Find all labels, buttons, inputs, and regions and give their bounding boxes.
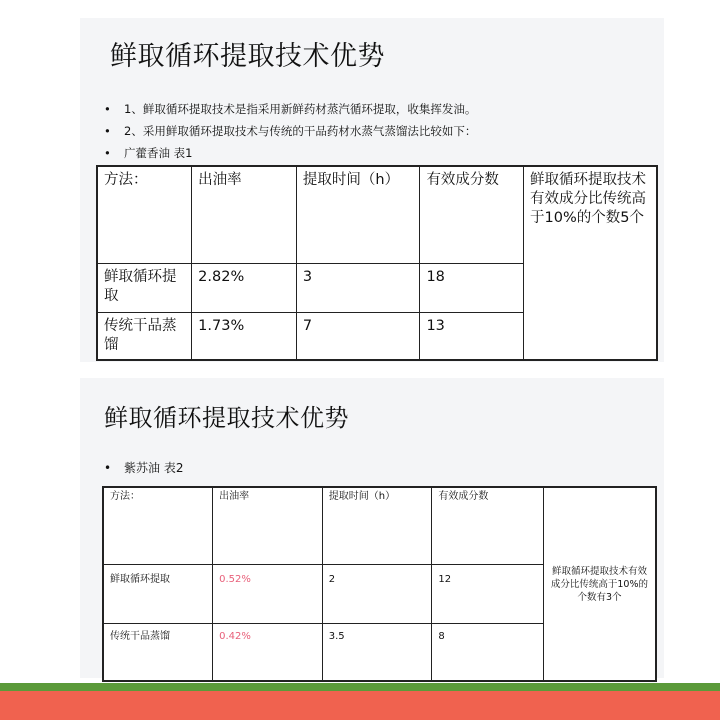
comparison-table-2 <box>102 486 657 682</box>
header-method: 方法： <box>97 166 192 264</box>
footer-green-band <box>0 683 720 691</box>
cell-method: 鲜取循环提取 <box>103 565 213 624</box>
table-note: 鲜取循环提取技术有效成分比传统高于10%的个数5个 <box>524 166 658 360</box>
slide-2 <box>80 378 664 678</box>
comparison-table-1 <box>96 165 658 361</box>
cell-active-components: 18 <box>420 264 524 313</box>
slide-1-title: 鲜取循环提取技术优势 <box>110 41 385 72</box>
header-extraction-time: 提取时间（h） <box>296 166 420 264</box>
slide-2-bullet-list <box>102 458 183 478</box>
bullet-item: • 广藿香油 表1 <box>102 142 476 164</box>
footer-red-band <box>0 691 720 720</box>
bullet-item: • 1、鲜取循环提取技术是指采用新鲜药材蒸汽循环提取，收集挥发油。 <box>102 98 476 120</box>
table-note: 鲜取循环提取技术有效成分比传统高于10%的个数有3个 <box>543 487 656 681</box>
cell-oil-rate: 0.42% <box>213 624 323 682</box>
cell-method: 鲜取循环提取 <box>97 264 192 313</box>
header-oil-rate: 出油率 <box>192 166 297 264</box>
slide-2-title: 鲜取循环提取技术优势 <box>104 404 349 432</box>
cell-oil-rate: 1.73% <box>192 313 297 361</box>
cell-method: 传统干品蒸馏 <box>103 624 213 682</box>
header-oil-rate: 出油率 <box>213 487 323 565</box>
header-method: 方法： <box>103 487 213 565</box>
cell-active-components: 13 <box>420 313 524 361</box>
header-active-components: 有效成分数 <box>432 487 544 565</box>
slide-1 <box>80 18 664 362</box>
slide-1-bullet-list <box>102 98 476 164</box>
cell-extraction-time: 3 <box>296 264 420 313</box>
cell-extraction-time: 2 <box>322 565 432 624</box>
cell-extraction-time: 7 <box>296 313 420 361</box>
bullet-item: • 2、采用鲜取循环提取技术与传统的干品药材水蒸气蒸馏法比较如下： <box>102 120 476 142</box>
cell-oil-rate: 0.52% <box>213 565 323 624</box>
cell-method: 传统干品蒸馏 <box>97 313 192 361</box>
bullet-item: • 紫苏油 表2 <box>102 458 183 478</box>
cell-extraction-time: 3.5 <box>322 624 432 682</box>
cell-active-components: 8 <box>432 624 544 682</box>
header-extraction-time: 提取时间（h） <box>322 487 432 565</box>
cell-oil-rate: 2.82% <box>192 264 297 313</box>
header-active-components: 有效成分数 <box>420 166 524 264</box>
cell-active-components: 12 <box>432 565 544 624</box>
